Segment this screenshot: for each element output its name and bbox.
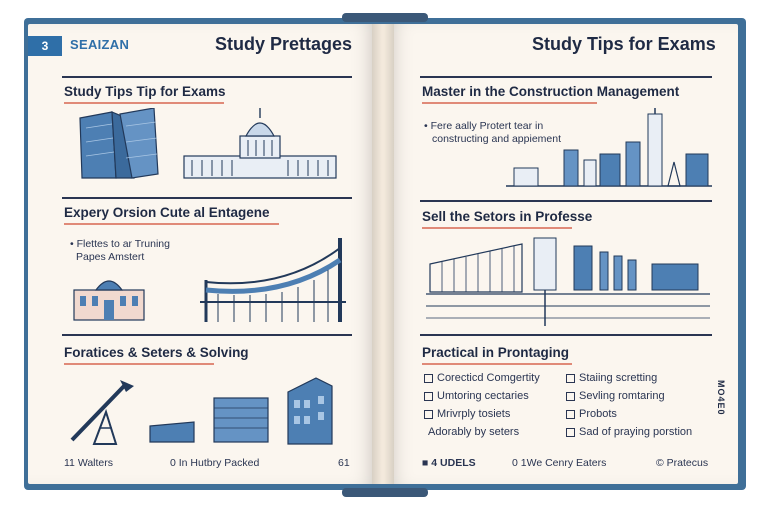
checklist-item-label: Sevling romtaring	[579, 390, 665, 402]
section-divider	[62, 76, 352, 78]
right-page-title: Study Tips for Exams	[532, 34, 716, 54]
left-page-number: 61	[338, 457, 350, 469]
glass-towers-illustration	[76, 108, 160, 180]
top-ribbon	[342, 13, 428, 22]
right-section-1-title: Master in the Construction Management	[422, 84, 680, 99]
checklist-item-label: Sad of praying porstion	[579, 426, 693, 438]
right-footer-right: © Pratecus	[656, 457, 709, 469]
checklist-item-label: Staiing scretting	[579, 372, 658, 384]
tower-block-illustration	[286, 376, 334, 446]
book-spine	[372, 24, 394, 484]
checkbox-icon[interactable]	[424, 392, 433, 401]
vertical-side-label: MO4E0	[716, 380, 726, 416]
checklist-item[interactable]	[566, 390, 665, 402]
checkbox-icon[interactable]	[566, 392, 575, 401]
warehouse-illustration	[148, 418, 196, 444]
left-section-1-title: Study Tips Tip for Exams	[64, 84, 226, 99]
section-divider	[62, 197, 352, 199]
domed-hall-illustration	[72, 270, 146, 322]
right-section-3-title: Practical in Prontaging	[422, 345, 570, 360]
brand-label: SEAIZAN	[70, 37, 130, 52]
section-divider	[420, 200, 712, 202]
title-underline	[64, 223, 279, 225]
city-skyline-illustration	[506, 108, 712, 188]
checklist-item[interactable]	[424, 408, 510, 420]
office-block-illustration	[212, 392, 270, 444]
square-bullet-icon: ■	[422, 457, 432, 469]
left-section-2-title: Expery Orsion Cute al Entagene	[64, 205, 270, 220]
section-divider	[62, 334, 352, 336]
left-footer-middle: 0 In Hutbry Packed	[170, 457, 260, 469]
checklist-item-label: Mrivrply tosiets	[437, 408, 511, 420]
section-divider	[420, 76, 712, 78]
steel-frame-construction-illustration	[426, 234, 710, 330]
checkbox-icon[interactable]	[424, 374, 433, 383]
suspension-bridge-illustration	[194, 238, 350, 324]
checkbox-icon[interactable]	[566, 374, 575, 383]
page-number-tab: 3	[28, 36, 62, 56]
checklist-item-label: Umtoring cectaries	[437, 390, 529, 402]
checklist-item-label: Adorably by seters	[428, 426, 520, 438]
title-underline	[422, 102, 597, 104]
checklist-item[interactable]	[424, 390, 529, 402]
checkbox-icon[interactable]	[424, 410, 433, 419]
checklist-item[interactable]	[566, 426, 692, 438]
title-underline	[64, 363, 214, 365]
bullet-line: Papes Amstert	[76, 251, 145, 263]
crane-illustration	[66, 376, 136, 446]
checklist-item[interactable]	[566, 372, 657, 384]
bullet-line: • Fere aally Protert tear in	[424, 120, 544, 132]
left-section-3-title: Foratices & Seters & Solving	[64, 345, 249, 360]
right-footer-middle: 0 1We Cenry Eaters	[512, 457, 607, 469]
bullet-line: constructing and appiement	[432, 133, 561, 145]
checklist-item-label: Corecticd Comgertity	[437, 372, 540, 384]
right-footer-left-label: 4 UDELS	[431, 457, 476, 469]
checklist-item[interactable]	[424, 372, 540, 384]
checkbox-icon[interactable]	[566, 410, 575, 419]
checkbox-icon[interactable]	[566, 428, 575, 437]
section-divider	[420, 334, 712, 336]
left-page-title: Study Prettages	[215, 34, 353, 54]
checklist-item[interactable]	[566, 408, 617, 420]
checklist-item	[428, 426, 519, 438]
title-underline	[422, 363, 572, 365]
bullet-line: • Flettes to ar Truning	[70, 238, 170, 250]
bottom-ribbon	[342, 488, 428, 497]
right-footer-left	[422, 457, 476, 469]
left-footer-left: 11 Walters	[64, 457, 114, 469]
capitol-building-illustration	[180, 104, 340, 180]
title-underline	[422, 227, 572, 229]
right-section-2-title: Sell the Setors in Professe	[422, 209, 593, 224]
checklist-item-label: Probots	[579, 408, 617, 420]
